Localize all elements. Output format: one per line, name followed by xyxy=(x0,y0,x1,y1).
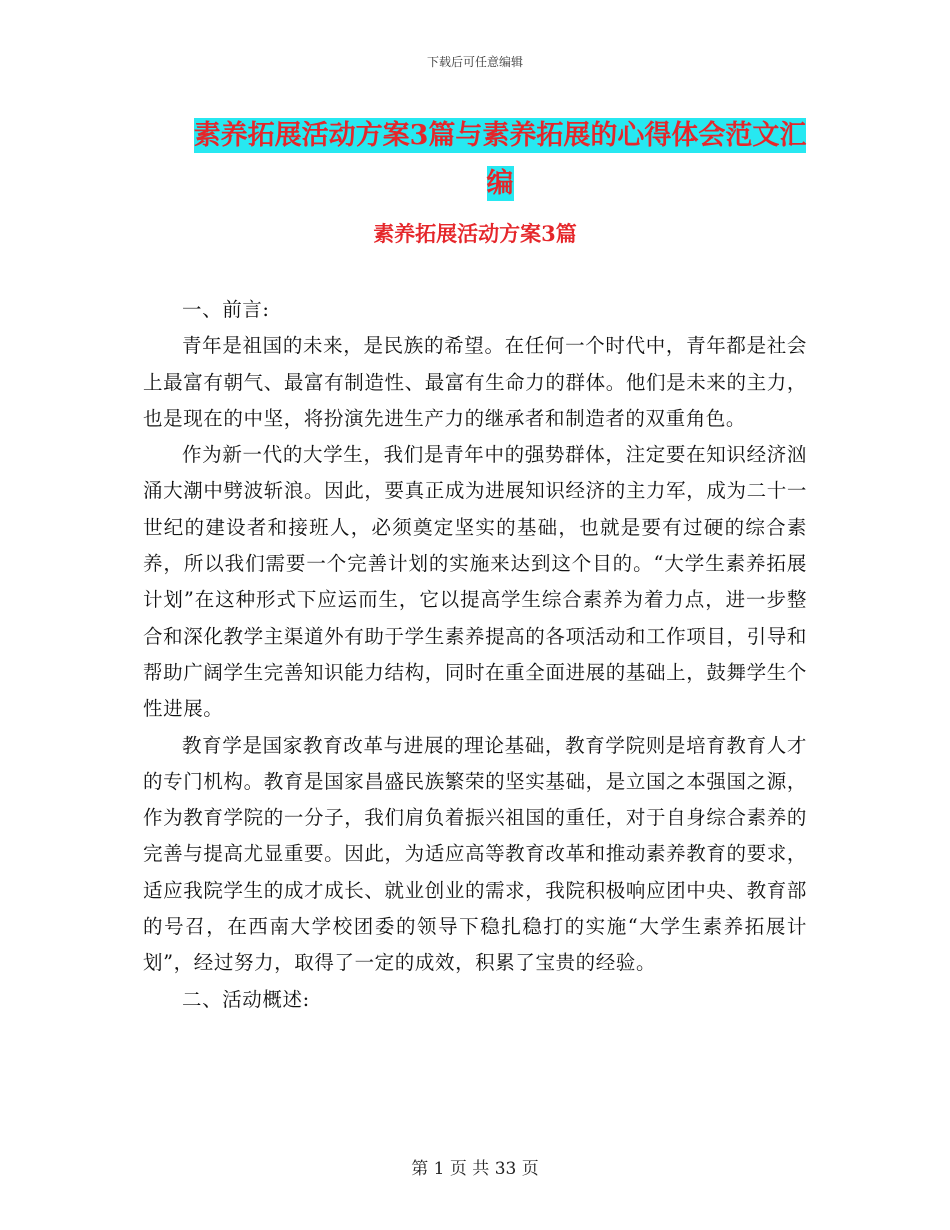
page-footer-number: 第 1 页 共 33 页 xyxy=(411,1159,539,1179)
paragraph: 作为新一代的大学生，我们是青年中的强势群体，注定要在知识经济汹涌大潮中劈波斩浪。因此，要真正成为进展知识经济的主力军，成为二十一世纪的建设者和接班人，必须奠定坚实的基础，也就是要有过硬的综合素养，所以我们需要一个完善计划的实施来达到这个目的。“大学生素养拓展计划”在这种形式下应运而生，它以提高学生综合素养为着力点，进一步整合和深化教学主渠道外有助于学生素养提高的各项活动和工作项目，引导和帮助广阔学生完善知识能力结构，同时在重全面进展的基础上，鼓舞学生个性进展。 xyxy=(143,443,807,721)
main-title-line-2: 编 xyxy=(486,168,514,199)
page-header-note: 下载后可任意编辑 xyxy=(426,55,523,69)
paragraph: 青年是祖国的未来，是民族的希望。在任何一个时代中，青年都是社会上最富有朝气、最富有制造性、最富有生命力的群体。他们是未来的主力，也是现在的中坚，将扮演先进生产力的继承者和制造者的双重角色。 xyxy=(143,334,807,430)
document-main-title xyxy=(190,112,810,208)
document-body xyxy=(143,292,807,1018)
paragraph-preface-heading: 一、前言: xyxy=(182,298,270,321)
paragraph: 教育学是国家教育改革与进展的理论基础，教育学院则是培育教育人才的专门机构。教育是国家昌盛民族繁荣的坚实基础，是立国之本强国之源，作为教育学院的一分子，我们肩负着振兴祖国的重任，对于自身综合素养的完善与提高尤显重要。因此，为适应高等教育改革和推动素养教育的要求，适应我院学生的成才成长、就业创业的需求，我院积极响应团中央、教育部的号召，在西南大学校团委的领导下稳扎稳打的实施“大学生素养拓展计划”，经过努力，取得了一定的成效，积累了宝贵的经验。 xyxy=(143,733,807,975)
paragraph-overview-heading: 二、活动概述: xyxy=(182,987,310,1011)
main-title-line-1: 素养拓展活动方案3篇与素养拓展的心得体会范文汇 xyxy=(193,120,807,151)
section-title: 素养拓展活动方案3篇 xyxy=(373,221,577,246)
